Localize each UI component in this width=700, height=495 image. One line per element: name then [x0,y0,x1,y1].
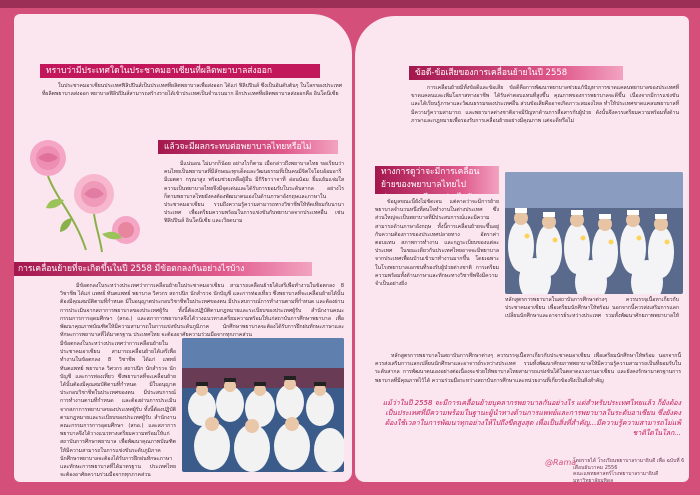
footer-line-2: คณะแพทยศาสตร์โรงพยาบาลรามาธิบดี มหาวิทยาลัยมหิดล [573,471,659,482]
section-body-2015-mobility-agreement-bottom: มีข้อตกลงในระหว่างประเทศว่าการเคลื่อนย้ายในประชาคมอาเซียน สามารถเคลื่อนย้ายได้เสรีเพื่อทำงานในข้อตกลง 8 วิชาชีพ ได้แก่ แพทย์ ทันตแพทย์ พยาบาล วิศวกร สถาปนิก นักสำรวจ นักบัญชี และการท่องเที่ยว ซึ่งพยาบาลที่จะเคลื่อนย้ายได้นั้นต้องมีคุณสมบัติตามที่กำหนด มีใบอนุญาตประกอบวิชาชีพในประเทศของตน มีประสบการณ์การทำงานตามที่กำหนด และต้องผ่านการประเมินจากสภาการพยาบาลของประเทศผู้รับ ทั้งนี้ต้องปฏิบัติตามกฎหมายและระเบียบของประเทศผู้รับ สำนักงานคณะกรรมการการอุดมศึกษา (สกอ.) และสภาการพยาบาลจึงได้วางแนวทางเตรียมความพร้อมให้แก่สถาบันการศึกษาพยาบาล เพื่อพัฒนาคุณภาพบัณฑิตให้มีความสามารถในการแข่งขันระดับภูมิภาค นักศึกษาพยาบาลจะต้องได้รับการฝึกฝนทักษะภาษาและทักษะการพยาบาลที่ได้มาตรฐาน ประเทศไทย จะต้องอาศัยความร่วมมือจากทุกภาคส่วน [60,341,176,479]
section-title-text: ทราบว่ามีประเทศใดในประชาคมอาเซียนที่ผลิตพยาบาลส่งออก [46,66,272,76]
section-title-text: แล้วจะมีผลกระทบต่อพยาบาลไทยหรือไม่ [164,142,312,152]
section-title-text: ทางการดูว่าจะมีการเคลื่อนย้ายของพยาบาลไทยไป [381,167,480,190]
left-page-panel [14,14,352,482]
section-body-thai-nurse-mobility-continued: หลักสูตรการพยาบาลในสถาบันการศึกษาต่างๆ ควรบรรจุเนื้อหาเกี่ยวกับประชาคมอาเซียน เพื่อเตรียมนักศึกษาให้พร้อม นอกจากนี้ควรส่งเสริมการแลกเปลี่ยนนักศึกษาและอาจารย์ระหว่างประเทศ รวมทั้งพัฒนาศักยภาพพยาบาลให้ [505,297,679,320]
right-page-panel [355,16,689,482]
section-body-asean-nurse-export: ในประชาคมอาเซียนประเทศฟิลิปปินส์เป็นประเทศที่ผลิตพยาบาลเพื่อส่งออก ได้แก่ ฟิลิปปินส์ ซึ่งเป็นอันดับต้นๆ ในโลกของประเทศที่ผลิตพยาบาลส่งออก พยาบาลฟิลิปปินส์สามารถสร้างรายได้เข้าประเทศเป็นจำนวนมาก อีกประเทศที่ผลิตพยาบาลส่งออกคือ อินโดนีเซีย [42,83,342,98]
section-title-text: ข้อดี-ข้อเสียของการเคลื่อนย้ายในปี 2558 [415,68,568,78]
section-title-impact-thai-nurses [158,140,338,154]
footer-credit [573,458,685,482]
rama-brand: @Rama [545,458,577,467]
section-title-pros-cons-2015 [409,66,623,80]
rose-flower-2 [74,174,114,214]
section-body-impact-thai-nurses: มีแน่นอน ไม่มากก็น้อย อย่างไรก็ตาม เมื่อกล่าวถึงพยาบาลไทย ขอเรียนว่าคนไทยเป็นพยาบาลที่มีลักษณะทุกเด็ดและวัฒนธรรมที่เป็นคนมีจิตใจโอบอ้อมอารี มีเมตตา กรุณาสูง พร้อมช่วยเหลือผู้อื่น มีกิริยาวาจาที่ อ่อนน้อม ยิ้มแย้มแจ่มใส ความเป็นพยาบาลไทยจึงมีจุดเด่นและได้รับการยอมรับในระดับสากล อย่างไรก็ตามพยาบาลไทยยังคงต้องพัฒนาตนเองในด้านภาษาอังกฤษและภาษาในประชาคมอาเซียน รวมถึงความรู้ความสามารถทางวิชาชีพให้ทัดเทียมกับนานาประเทศ เพื่อเตรียมความพร้อมในการแข่งขันกับพยาบาลจากประเทศอื่น เช่น ฟิลิปปินส์ อินโดนีเซีย และเวียดนาม [164,161,344,225]
section-title-asean-nurse-export [40,64,320,78]
section-title-thai-nurse-mobility [375,166,499,194]
section-body-thai-nurse-mobility: ข้อมูลขณะนี้ยังไม่ชัดเจน แต่คาดว่าจะมีการย้ายพยาบาลจำนวนหนึ่งที่สนใจทำงานในต่างประเทศ ซึ่งส่วนใหญ่จะเป็นพยาบาลที่มีประสบการณ์และมีความสามารถด้านภาษาอังกฤษ ทั้งนี้การเคลื่อนย้ายจะขึ้นอยู่กับความต้องการของประเทศปลายทาง อัตราค่าตอบแทน สภาพการทำงาน และกฎระเบียบของแต่ละประเทศ ในขณะเดียวกันประเทศไทยอาจจะมีพยาบาลจากประเทศเพื่อนบ้านเข้ามาทำงานมากขึ้น โดยเฉพาะในโรงพยาบาลเอกชนที่รองรับผู้ป่วยต่างชาติ การเตรียมความพร้อมทั้งด้านภาษาและทักษะทางวิชาชีพจึงมีความจำเป็นอย่างยิ่ง [375,199,499,288]
nursing-students-photo [182,338,344,472]
section-body-thai-nurse-mobility-wide: หลักสูตรการพยาบาลในสถาบันการศึกษาต่างๆ ควรบรรจุเนื้อหาเกี่ยวกับประชาคมอาเซียน เพื่อเตรียมนักศึกษาให้พร้อม นอกจากนี้ควรส่งเสริมการแลกเปลี่ยนนักศึกษาและอาจารย์ระหว่างประเทศ รวมทั้งพัฒนาศักยภาพพยาบาลให้มีความรู้ความสามารถเป็นที่ยอมรับในระดับสากล การพัฒนาตนเองอย่างต่อเนื่องจะช่วยให้พยาบาลไทยสามารถแข่งขันได้ในตลาดแรงงานอาเซียน และยังคงรักษามาตรฐานการพยาบาลที่มีคุณภาพไว้ได้ ความร่วมมือระหว่างสถาบันการศึกษาและหน่วยงานที่เกี่ยวข้องจึงเป็นสิ่งสำคัญ [375,353,681,384]
rose-flower-3 [112,216,140,244]
roses-illustration [16,138,156,256]
section-title-text: การเคลื่อนย้ายที่จะเกิดขึ้นในปี 2558 มีข้อตกลงกันอย่างไรบ้าง [18,264,245,274]
section-body-pros-cons-2015: การเคลื่อนย้ายมีทั้งข้อดีและข้อเสีย ข้อดีคือการพัฒนาพยาบาลช่วยแก้ปัญหาการขาดแคลนพยาบาลของประเทศที่ขาดแคลนและเพิ่มโอกาสทางอาชีพ ได้รับค่าตอบแทนที่สูงขึ้น คุณภาพของการพยาบาลจะดีขึ้น เนื่องจากมีการแข่งขัน และได้เรียนรู้ภาษาและวัฒนธรรมของประเทศอื่น ส่วนข้อเสียคืออาจเกิดภาวะสมองไหล ทำให้ประเทศขาดแคลนพยาบาลที่มีความรู้ความสามารถ และพยาบาลต่างชาติอาจมีปัญหาด้านการสื่อสารกับผู้ป่วย ดังนั้นจึงควรเตรียมความพร้อมทั้งด้านภาษาและกฎหมายเพื่อรองรับการเคลื่อนย้ายอย่างมีคุณภาพ แต่จะดีหรือไม่ [411,85,679,124]
candle-ceremony-photo [505,172,683,294]
section-title-2015-mobility-agreement [14,262,312,276]
top-edge [0,0,700,8]
section-body-2015-mobility-agreement-top: มีข้อตกลงในระหว่างประเทศว่าการเคลื่อนย้ายในประชาคมอาเซียน สามารถเคลื่อนย้ายได้เสรีเพื่อทำงานในข้อตกลง 8 วิชาชีพ ได้แก่ แพทย์ ทันตแพทย์ พยาบาล วิศวกร สถาปนิก นักสำรวจ นักบัญชี และการท่องเที่ยว ซึ่งพยาบาลที่จะเคลื่อนย้ายได้นั้นต้องมีคุณสมบัติตามที่กำหนด มีใบอนุญาตประกอบวิชาชีพในประเทศของตน มีประสบการณ์การทำงานตามที่กำหนด และต้องผ่านการประเมินจากสภาการพยาบาลของประเทศผู้รับ ทั้งนี้ต้องปฏิบัติตามกฎหมายและระเบียบของประเทศผู้รับ สำนักงานคณะกรรมการการอุดมศึกษา (สกอ.) และสภาการพยาบาลจึงได้วางแนวทางเตรียมความพร้อมให้แก่สถาบันการศึกษาพยาบาล เพื่อพัฒนาคุณภาพบัณฑิตให้มีความสามารถในการแข่งขันระดับภูมิภาค นักศึกษาพยาบาลจะต้องได้รับการฝึกฝนทักษะภาษาและทักษะการพยาบาลที่ได้มาตรฐาน ประเทศไทย จะต้องอาศัยความร่วมมือจากทุกภาคส่วน [60,283,344,339]
rose-flower-1 [30,140,66,176]
closing-quote: แม้ว่าในปี 2558 จะมีการเคลื่อนย้ายบุคลากรพยาบาลกันอย่างไร แต่สำหรับประเทศไทยแล้ว ก็ยังต้องเป็นประเทศที่มีความพร้อมในฐานะผู้นำทางด้านการแพทย์และการพยาบาลในระดับอาเซียน ซึ่งยังคงต้องใช้เวลาในการพัฒนาทุกอย่างให้ไปถึงขีดสูงสุด เพื่อเป็นสิ่งที่สำคัญ...มีความรู้ความสามารถไม่แพ้ชาติใดในโลก... [382,399,681,437]
footer-line-1: โดยรายได้ โรงเรียนพยาบาลรามาธิบดี เพื่อ ฉบับที่ 6 เดือนธันวาคม 2556 [573,458,685,471]
